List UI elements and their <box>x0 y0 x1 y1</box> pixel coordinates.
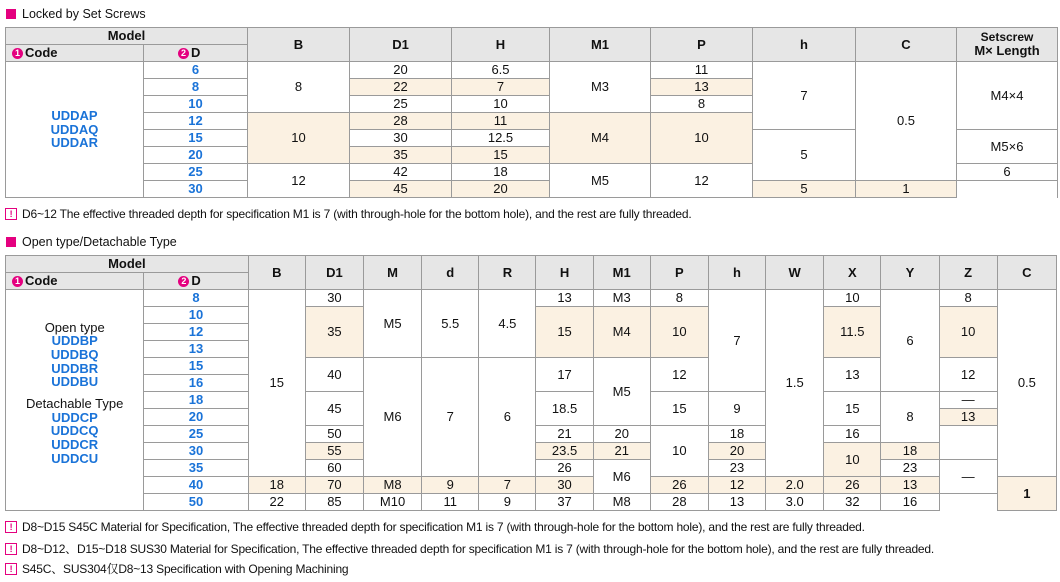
cell-h: 20 <box>452 181 550 198</box>
d-value: 40 <box>144 477 248 494</box>
cell-h: 7 <box>452 79 550 96</box>
cell-m1: M4 <box>550 113 651 164</box>
cell-d1: 85 <box>305 494 363 511</box>
cell-h: 18.5 <box>536 392 593 426</box>
header-r: R <box>479 256 536 290</box>
cell-d1: 35 <box>350 147 452 164</box>
cell-h: 15 <box>452 147 550 164</box>
note-1 <box>5 207 692 221</box>
cell-h-small: 7 <box>753 62 856 130</box>
badge-2-icon: 2 <box>178 48 189 59</box>
section-marker-icon <box>6 9 16 19</box>
cell-m1: M5 <box>593 358 650 426</box>
d-value: 25 <box>144 164 248 181</box>
cell-p: 12 <box>650 358 708 392</box>
cell-y: 13 <box>881 477 939 494</box>
d-value: 30 <box>144 443 248 460</box>
cell-y: 16 <box>881 494 939 511</box>
cell-y: 8 <box>881 392 939 443</box>
cell-p: 13 <box>651 79 753 96</box>
note-4-text: S45C、SUS304仅D8~13 Specification with Opening Machining <box>22 562 349 576</box>
warning-icon: ! <box>5 521 17 533</box>
cell-c: 0.5 <box>997 290 1056 477</box>
header-h-small: h <box>753 28 856 62</box>
note-2-text: D8~D15 S45C Material for Specification, The effective threaded depth for specification M1 is 7 (with through-hole for the bottom hole), and the rest are fully threaded. <box>22 520 865 534</box>
d-value: 20 <box>144 147 248 164</box>
header-z: Z <box>939 256 997 290</box>
code-list <box>6 290 144 511</box>
header-d <box>144 273 248 290</box>
cell-d1: 45 <box>305 392 363 426</box>
cell-h: 12.5 <box>452 130 550 147</box>
header-h: H <box>536 256 593 290</box>
d-value: 12 <box>144 113 248 130</box>
cell-p: 21 <box>593 443 650 460</box>
header-c: C <box>856 28 957 62</box>
cell-z: 12 <box>939 358 997 392</box>
cell-h: 26 <box>536 460 593 477</box>
cell-h-small: 10 <box>650 426 708 477</box>
header-d-text: D <box>191 45 201 61</box>
d-value: 16 <box>144 375 248 392</box>
d-value: 6 <box>144 62 248 79</box>
cell-d-small: 7 <box>422 358 479 477</box>
cell-h: 6.5 <box>452 62 550 79</box>
cell-w: 2.0 <box>766 477 824 494</box>
cell-h-small: 13 <box>708 494 765 511</box>
cell-h-small: 6 <box>957 164 1058 181</box>
header-h: H <box>452 28 550 62</box>
d-value: 18 <box>144 392 248 409</box>
cell-h: 21 <box>536 426 593 443</box>
code-item: UDDAQ <box>50 121 99 137</box>
cell-d1: 70 <box>305 477 363 494</box>
cell-h: 37 <box>536 494 593 511</box>
header-m: M <box>364 256 422 290</box>
code-item: UDDCQ <box>50 423 99 439</box>
header-code <box>6 45 144 62</box>
cell-r: 6 <box>479 358 536 477</box>
cell-p: 28 <box>650 494 708 511</box>
code-item: UDDCP <box>51 409 98 425</box>
badge-1-icon: 1 <box>12 48 23 59</box>
cell-p: 11 <box>651 62 753 79</box>
d-value: 20 <box>144 409 248 426</box>
cell-x: 15 <box>824 392 881 426</box>
cell-h: 23.5 <box>536 443 593 460</box>
section-title-text: Locked by Set Screws <box>22 7 146 21</box>
cell-p: 8 <box>651 96 753 113</box>
d-value: 8 <box>144 290 248 307</box>
code-item: UDDAP <box>51 108 98 124</box>
cell-m: M5 <box>364 290 422 358</box>
cell-p: 20 <box>593 426 650 443</box>
d-value: 25 <box>144 426 248 443</box>
d-value: 10 <box>144 96 248 113</box>
warning-icon: ! <box>5 208 17 220</box>
cell-m: M8 <box>364 477 422 494</box>
header-p: P <box>650 256 708 290</box>
code-item: UDDBQ <box>50 347 99 363</box>
d-value: 15 <box>144 130 248 147</box>
header-m1: M1 <box>593 256 650 290</box>
cell-d1: 30 <box>305 290 363 307</box>
cell-z: — <box>939 460 997 494</box>
cell-b: 22 <box>248 494 305 511</box>
section-title-open <box>6 235 177 249</box>
cell-h: 17 <box>536 358 593 392</box>
cell-h: 11 <box>452 113 550 130</box>
cell-w: 1.5 <box>766 290 824 477</box>
cell-setscrew: M5×6 <box>957 130 1058 164</box>
header-d <box>144 45 248 62</box>
cell-h: 15 <box>536 307 593 358</box>
cell-d1: 22 <box>350 79 452 96</box>
cell-d1: 30 <box>350 130 452 147</box>
cell-w: 3.0 <box>766 494 824 511</box>
cell-y: 10 <box>824 443 881 477</box>
cell-c: 0.5 <box>856 62 957 181</box>
cell-m1: M5 <box>550 164 651 198</box>
cell-b: 12 <box>248 164 350 198</box>
cell-m1: M4 <box>593 307 650 358</box>
d-value: 15 <box>144 358 248 375</box>
cell-z: 16 <box>824 426 881 443</box>
cell-r: 9 <box>479 494 536 511</box>
cell-d-small: 11 <box>422 494 479 511</box>
cell-setscrew: M4×4 <box>957 62 1058 130</box>
d-value: 50 <box>144 494 248 511</box>
cell-d-small: 9 <box>422 477 479 494</box>
cell-h-small: 5 <box>753 130 856 181</box>
cell-d1: 55 <box>305 443 363 460</box>
header-b: B <box>248 256 305 290</box>
d-value: 10 <box>144 307 248 324</box>
cell-c: 1 <box>856 181 957 198</box>
code-list <box>6 62 144 198</box>
warning-icon: ! <box>5 563 17 575</box>
header-x: X <box>824 256 881 290</box>
header-m1: M1 <box>550 28 651 62</box>
d-value: 13 <box>144 341 248 358</box>
header-d1: D1 <box>305 256 363 290</box>
badge-1-icon: 1 <box>12 276 23 287</box>
cell-m: M6 <box>364 358 422 477</box>
cell-x: 20 <box>708 443 765 460</box>
cell-r: 4.5 <box>479 290 536 358</box>
cell-m1: M3 <box>593 290 650 307</box>
cell-z: — <box>939 392 997 409</box>
cell-h: 30 <box>536 477 593 494</box>
cell-h: 10 <box>452 96 550 113</box>
header-c: C <box>997 256 1056 290</box>
cell-d1: 42 <box>350 164 452 181</box>
d-value: 30 <box>144 181 248 198</box>
cell-h: 13 <box>536 290 593 307</box>
cell-h-small: 5 <box>753 181 856 198</box>
cell-d-small: 5.5 <box>422 290 479 358</box>
header-w: W <box>766 256 824 290</box>
cell-d1: 60 <box>305 460 363 477</box>
cell-m: M10 <box>364 494 422 511</box>
cell-d1: 45 <box>350 181 452 198</box>
cell-z: 13 <box>939 409 997 426</box>
cell-m1: M3 <box>550 62 651 113</box>
cell-h-small: 12 <box>708 477 765 494</box>
d-value: 12 <box>144 324 248 341</box>
code-item: UDDBP <box>51 333 98 349</box>
code-item: UDDCR <box>51 436 99 452</box>
code-item: UDDCU <box>51 450 99 466</box>
cell-d1: 35 <box>305 307 363 358</box>
d-value: 35 <box>144 460 248 477</box>
cell-m1: M6 <box>593 460 650 494</box>
section-title-locked <box>6 7 146 21</box>
cell-p: 23 <box>708 460 765 477</box>
note-4 <box>5 560 348 577</box>
cell-d1: 28 <box>350 113 452 130</box>
cell-p: 8 <box>650 290 708 307</box>
cell-x: 18 <box>708 426 765 443</box>
group-label-detachable: Detachable Type <box>26 396 124 411</box>
d-value: 8 <box>144 79 248 96</box>
cell-p: 12 <box>651 164 753 198</box>
cell-x: 23 <box>881 460 939 477</box>
header-b: B <box>248 28 350 62</box>
header-model: Model <box>6 256 249 273</box>
spec-table-open-detachable <box>5 255 1057 511</box>
header-code <box>6 273 144 290</box>
code-item: UDDBR <box>51 360 99 376</box>
cell-d1: 50 <box>305 426 363 443</box>
cell-z: 10 <box>939 307 997 358</box>
cell-z: 18 <box>881 443 939 460</box>
header-p: P <box>651 28 753 62</box>
code-item: UDDAR <box>51 135 98 151</box>
cell-r: 7 <box>479 477 536 494</box>
note-3 <box>5 540 934 557</box>
cell-m1: M8 <box>593 494 650 511</box>
cell-x: 11.5 <box>824 307 881 358</box>
cell-h: 18 <box>452 164 550 181</box>
cell-p: 26 <box>650 477 708 494</box>
cell-h-small: 9 <box>708 392 765 426</box>
cell-p: 10 <box>651 113 753 164</box>
note-1-text: D6~12 The effective threaded depth for specification M1 is 7 (with through-hole for the bottom hole), and the rest are fully threaded. <box>22 207 692 221</box>
cell-b: 18 <box>248 477 305 494</box>
header-h-small: h <box>708 256 765 290</box>
cell-d1: 40 <box>305 358 363 392</box>
cell-x: 26 <box>824 477 881 494</box>
note-2 <box>5 520 865 534</box>
header-d-text: D <box>191 273 201 289</box>
cell-c: 1 <box>997 477 1056 511</box>
note-3-text: D8~D12、D15~D18 SUS30 Material for Specification, The effective threaded depth for specification M1 is 7 (with through-hole for the bottom hole), and the rest are fully threaded. <box>22 542 935 556</box>
header-setscrew-line1: Setscrew <box>980 29 1034 44</box>
group-label-open: Open type <box>44 319 105 335</box>
header-setscrew-line2: M× Length <box>974 42 1040 58</box>
header-setscrew <box>957 28 1058 62</box>
header-code-text: Code <box>25 273 58 289</box>
badge-2-icon: 2 <box>178 276 189 287</box>
cell-z: 8 <box>939 290 997 307</box>
header-code-text: Code <box>25 45 58 61</box>
cell-h-small: 7 <box>708 290 765 392</box>
cell-d1: 25 <box>350 96 452 113</box>
cell-x: 32 <box>824 494 881 511</box>
cell-p: 10 <box>650 307 708 358</box>
cell-b: 10 <box>248 113 350 164</box>
cell-x: 10 <box>824 290 881 307</box>
cell-y: 6 <box>881 290 939 392</box>
header-d1: D1 <box>350 28 452 62</box>
cell-b: 15 <box>248 290 305 477</box>
cell-b: 8 <box>248 62 350 113</box>
header-y: Y <box>881 256 939 290</box>
header-d-small: d <box>422 256 479 290</box>
cell-x: 13 <box>824 358 881 392</box>
warning-icon: ! <box>5 543 17 555</box>
header-model: Model <box>6 28 248 45</box>
section-marker-icon <box>6 237 16 247</box>
section-title-text: Open type/Detachable Type <box>22 235 177 249</box>
cell-p: 15 <box>650 392 708 426</box>
spec-table-locked <box>5 27 1058 198</box>
cell-d1: 20 <box>350 62 452 79</box>
code-item: UDDBU <box>51 374 99 390</box>
